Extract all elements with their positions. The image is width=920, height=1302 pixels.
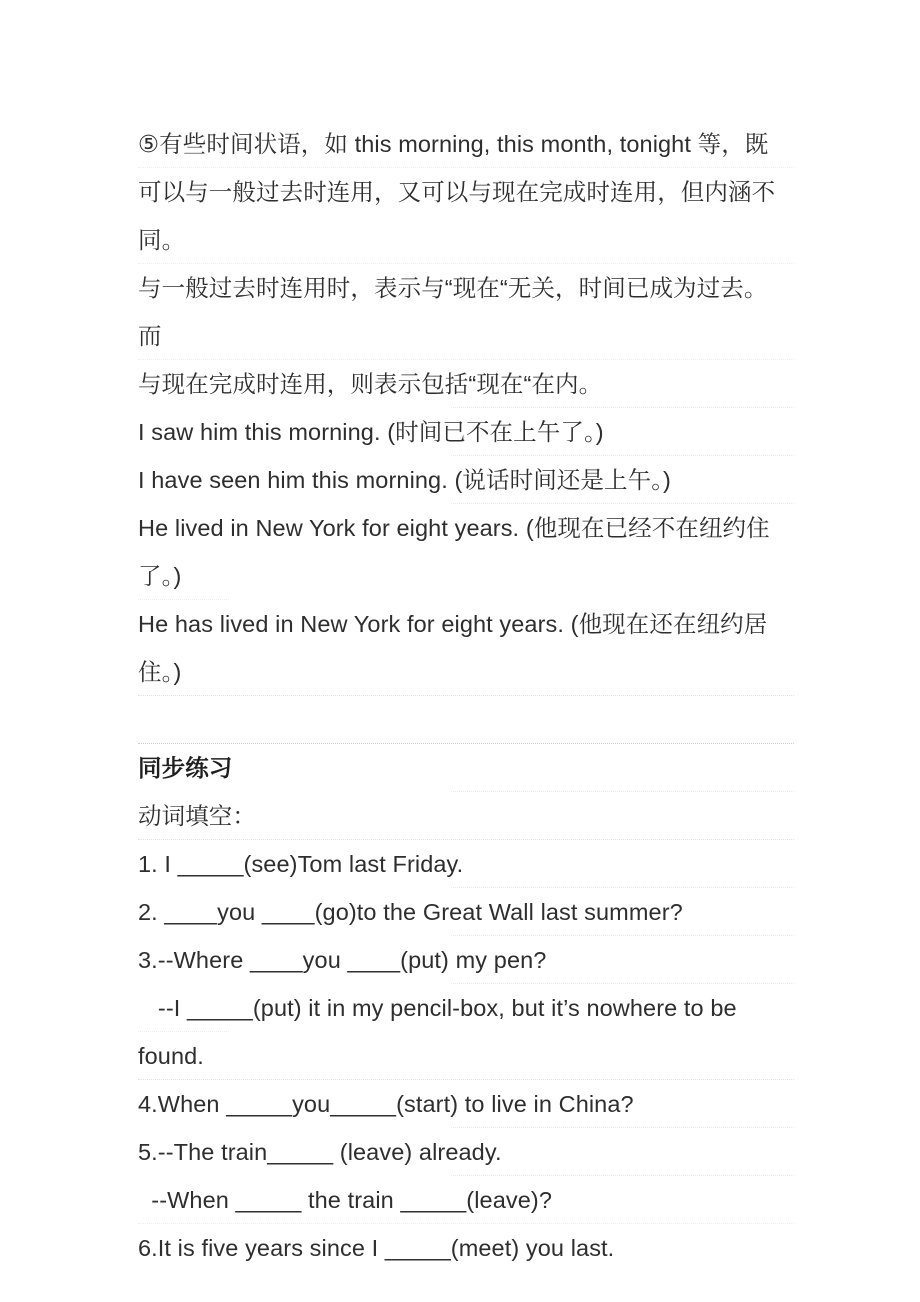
grammar-note-line-2: 可以与一般过去时连用，又可以与现在完成时连用，但内涵不同。 (138, 168, 790, 264)
example-line-3: He lived in New York for eight years. (他现在已经不在纽约住 (138, 515, 770, 541)
exercise-item-5: 5.--The train_____ (leave) already. (138, 1128, 790, 1176)
exercise-item-2: 2. ____you ____(go)to the Great Wall last summer? (138, 888, 790, 936)
exercise-item-3-reply: --I _____(put) it in my pencil-box, but it’s nowhere to be (138, 984, 790, 1032)
example-line-3-cont: 了。) (138, 552, 790, 600)
exercise-item-3: 3.--Where ____you ____(put) my pen? (138, 936, 790, 984)
exercise-heading: 同步练习 (138, 744, 790, 792)
example-line-4: He has lived in New York for eight years. (他现在还在纽约居 (138, 611, 768, 637)
exercise-item-3-wrap: found. (138, 1032, 790, 1080)
exercise-instruction: 动词填空： (138, 792, 790, 840)
grammar-note-line-4: 与现在完成时连用，则表示包括“现在“在内。 (138, 360, 790, 408)
example-line-2: I have seen him this morning. (说话时间还是上午。) (138, 456, 790, 504)
exercise-item-4: 4.When _____you_____(start) to live in China? (138, 1080, 790, 1128)
grammar-note-line-3: 与一般过去时连用时，表示与“现在“无关，时间已成为过去。而 (138, 264, 790, 360)
section-spacer (138, 696, 790, 744)
example-line-4-cont: 住。) (138, 648, 790, 696)
exercise-item-5-reply: --When _____ the train _____(leave)? (138, 1176, 790, 1224)
exercise-item-1: 1. I _____(see)Tom last Friday. (138, 840, 790, 888)
example-line-1: I saw him this morning. (时间已不在上午了。) (138, 408, 790, 456)
exercise-item-6: 6.It is five years since I _____(meet) you last. (138, 1235, 615, 1261)
grammar-note-line-1: ⑤有些时间状语，如 this morning, this month, tonight 等，既 (138, 120, 790, 168)
